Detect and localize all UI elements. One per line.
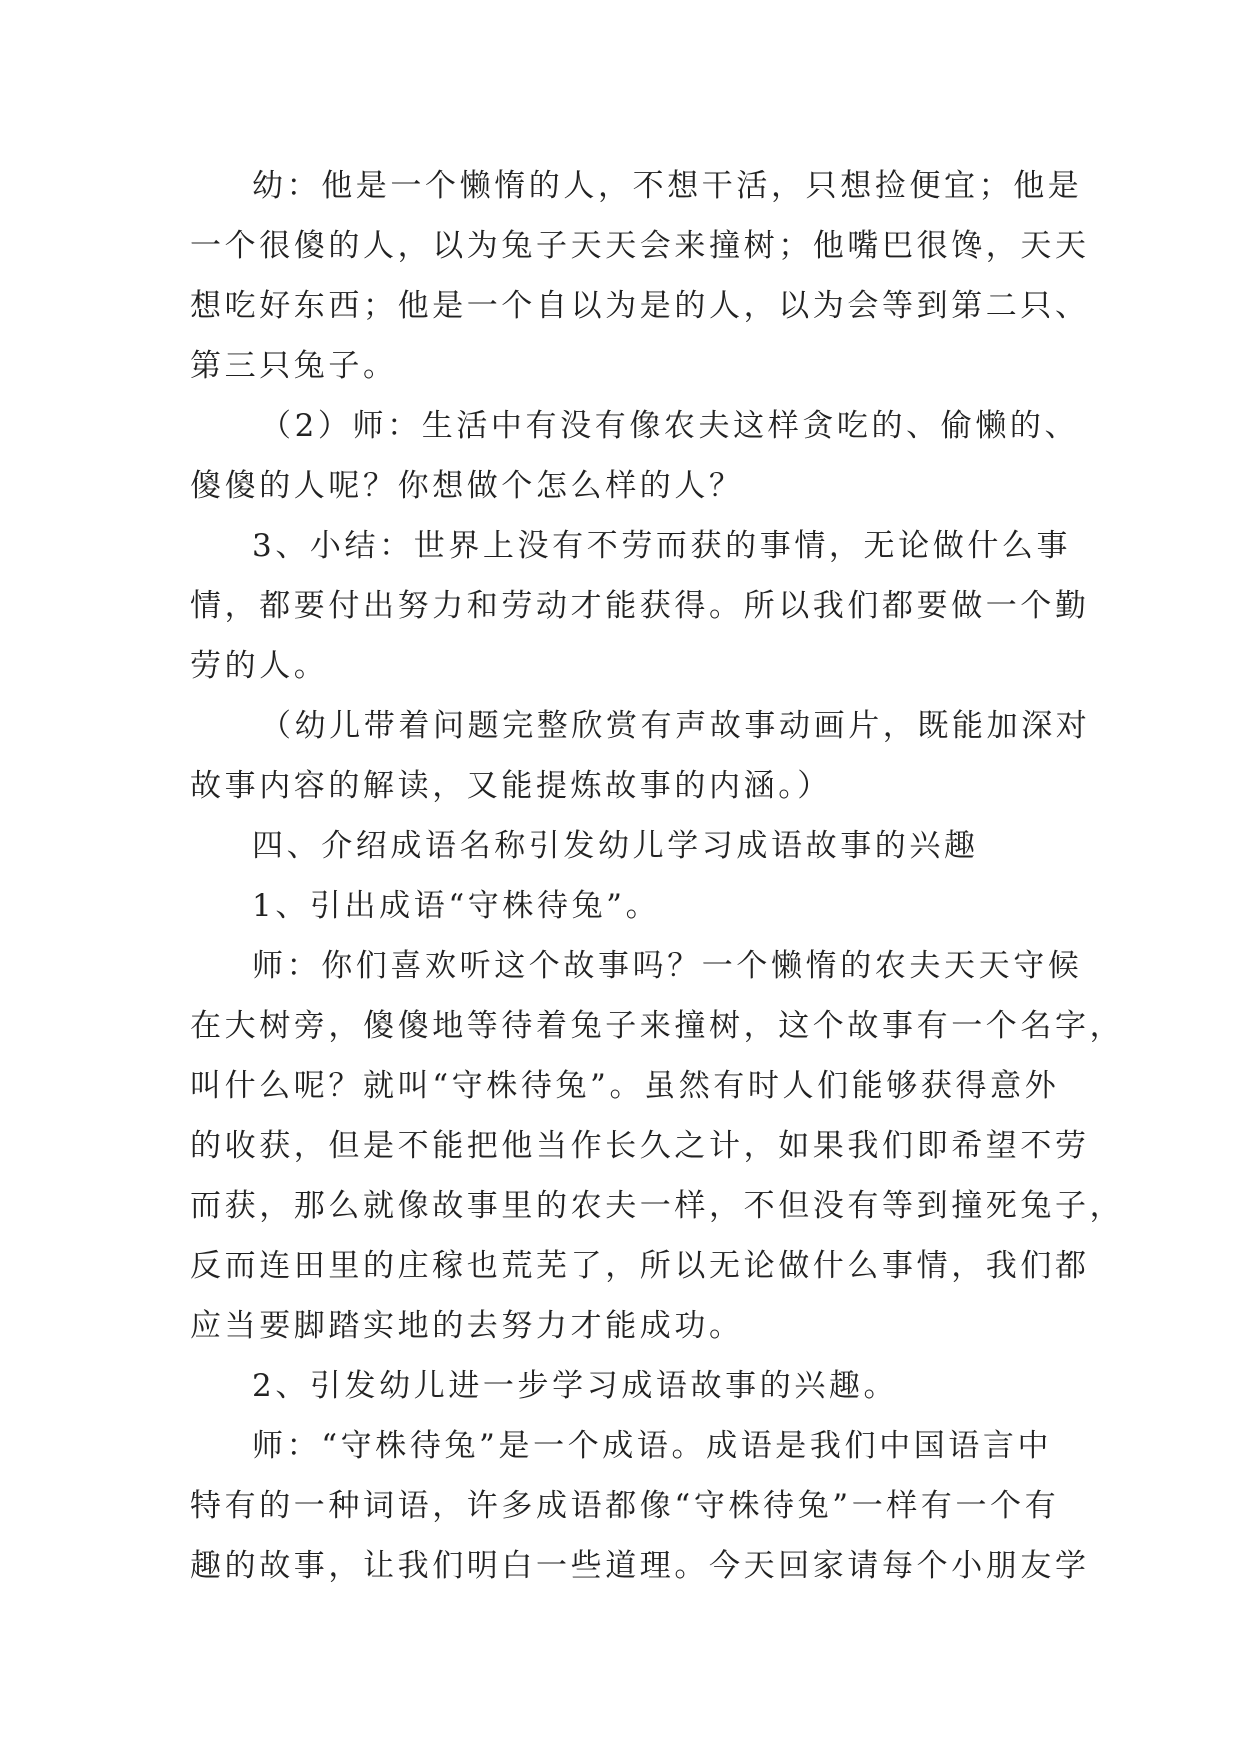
text-line: 而获，那么就像故事里的农夫一样，不但没有等到撞死兔子， bbox=[190, 1188, 1125, 1224]
text-line: 3、小结：世界上没有不劳而获的事情，无论做什么事 bbox=[252, 528, 1072, 564]
subsection-heading: 2、引发幼儿进一步学习成语故事的兴趣。 bbox=[252, 1368, 899, 1404]
text-line: 趣的故事，让我们明白一些道理。今天回家请每个小朋友学 bbox=[190, 1548, 1090, 1584]
text-line: 特有的一种词语，许多成语都像“守株待兔”一样有一个有 bbox=[190, 1488, 1060, 1524]
text-line: 傻傻的人呢？你想做个怎么样的人？ bbox=[190, 468, 744, 504]
text-line: （幼儿带着问题完整欣赏有声故事动画片，既能加深对 bbox=[260, 708, 1091, 744]
text-line: 师：“守株待兔”是一个成语。成语是我们中国语言中 bbox=[252, 1428, 1053, 1464]
section-heading: 四、介绍成语名称引发幼儿学习成语故事的兴趣 bbox=[252, 828, 979, 864]
subsection-heading: 1、引出成语“守株待兔”。 bbox=[252, 888, 661, 924]
text-line: 的收获，但是不能把他当作长久之计，如果我们即希望不劳 bbox=[190, 1128, 1090, 1164]
text-line: 幼：他是一个懒惰的人，不想干活，只想捡便宜；他是 bbox=[252, 168, 1083, 204]
text-line: 情，都要付出努力和劳动才能获得。所以我们都要做一个勤 bbox=[190, 588, 1090, 624]
text-line: 故事内容的解读，又能提炼故事的内涵。） bbox=[190, 768, 832, 804]
text-line: 第三只兔子。 bbox=[190, 348, 398, 384]
text-line: （2）师：生活中有没有像农夫这样贪吃的、偷懒的、 bbox=[260, 408, 1080, 444]
text-line: 应当要脚踏实地的去努力才能成功。 bbox=[190, 1308, 744, 1344]
text-line: 在大树旁，傻傻地等待着兔子来撞树，这个故事有一个名字， bbox=[190, 1008, 1125, 1044]
text-line: 劳的人。 bbox=[190, 648, 329, 684]
text-line: 反而连田里的庄稼也荒芜了，所以无论做什么事情，我们都 bbox=[190, 1248, 1090, 1284]
text-line: 一个很傻的人，以为兔子天天会来撞树；他嘴巴很馋，天天 bbox=[190, 228, 1090, 264]
text-line: 想吃好东西；他是一个自以为是的人，以为会等到第二只、 bbox=[190, 288, 1090, 324]
text-line: 叫什么呢？就叫“守株待兔”。虽然有时人们能够获得意外 bbox=[190, 1068, 1060, 1104]
text-line: 师：你们喜欢听这个故事吗？一个懒惰的农夫天天守候 bbox=[252, 948, 1083, 984]
